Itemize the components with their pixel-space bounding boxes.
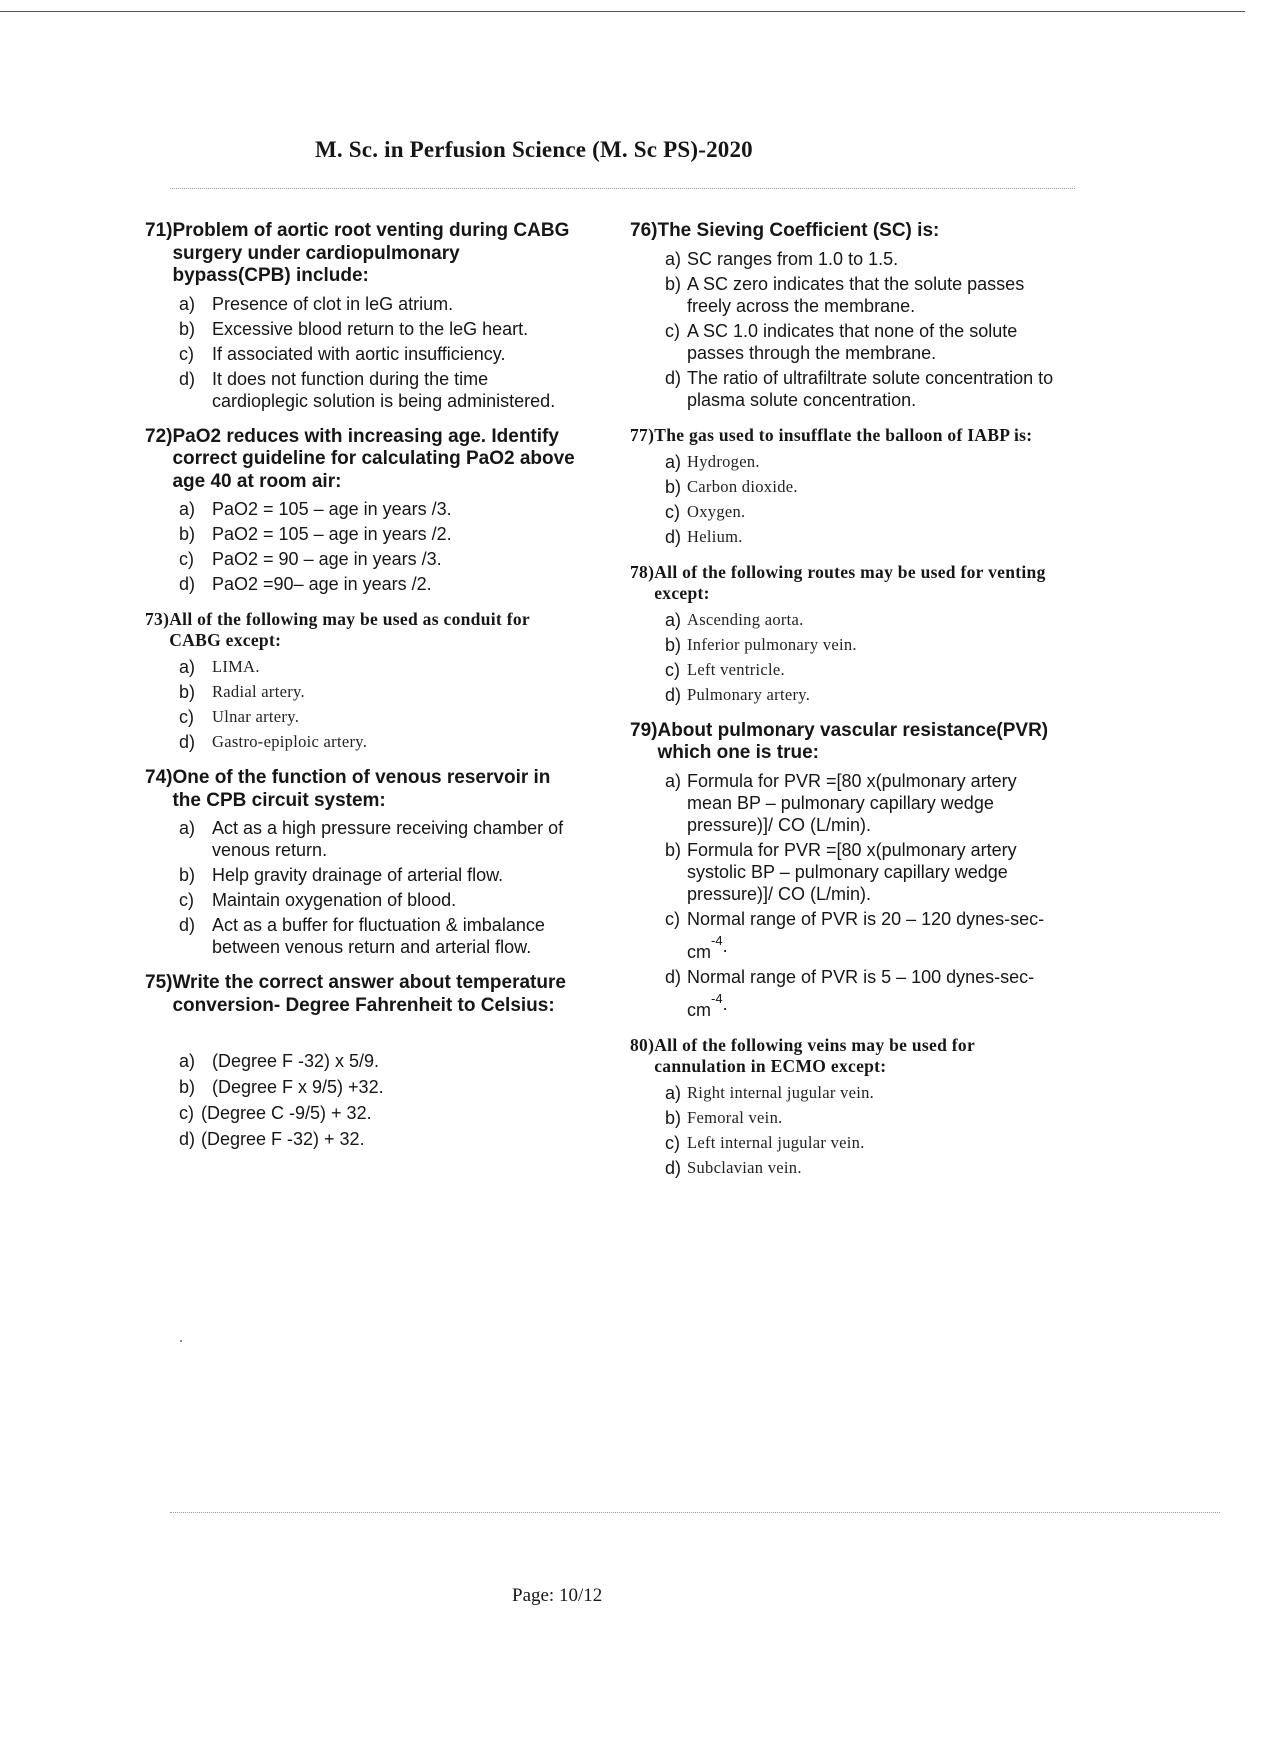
question-text: All of the following veins may be used for cannulation in ECMO except: [654,1034,975,1076]
option-a: a) PaO2 = 105 – age in years /3. [179,499,452,519]
question-text: The gas used to insufflate the balloon of IABP is: [654,424,1033,445]
option-a: a) SC ranges from 1.0 to 1.5. [665,248,899,269]
option-c: c) Oxygen. [665,501,746,522]
option-b: b) Help gravity drainage of arterial flow. [179,865,504,885]
option-b: b) PaO2 = 105 – age in years /2. [179,524,452,544]
question-77 [630,425,1060,548]
question-76 [630,220,1060,411]
option-b: b) Excessive blood return to the leG heart. [179,318,529,339]
option-c: c) Ulnar artery. [179,707,300,727]
option-d: d) (Degree F -32) + 32. [179,1129,365,1149]
question-number: 73) [145,609,170,629]
option-d: d) The ratio of ultrafiltrate solute concentration to plasma solute concentration. [665,367,1054,410]
question-text: All of the following routes may be used for venting except: [654,561,1046,603]
option-a: a) Presence of clot in leG atrium. [179,293,454,314]
option-c: c) Left internal jugular vein. [665,1132,865,1153]
question-79 [630,720,1060,1021]
question-73 [145,609,580,753]
option-a: a) Act as a high pressure receiving chamber of venous return. [179,818,564,860]
question-78 [630,562,1060,706]
option-b: b) A SC zero indicates that the solute passes freely across the membrane. [665,273,1025,316]
question-74 [145,767,580,958]
question-text: About pulmonary vascular resistance(PVR) which one is true: [657,719,1049,763]
question-text: All of the following may be used as conduit for CABG except: [169,609,530,650]
option-a: a) (Degree F -32) x 5/9. [179,1051,380,1071]
option-b: b) (Degree F x 9/5) +32. [179,1077,384,1097]
option-a: a) Right internal jugular vein. [665,1082,875,1103]
question-number: 74) [145,767,173,788]
option-d: d) Helium. [665,526,743,547]
option-d: d) Normal range of PVR is 5 – 100 dynes-sec- $cm^{-4}$. [665,966,1035,1020]
option-d: d) Act as a buffer for fluctuation & imbalance between venous return and arterial flow. [179,915,545,957]
question-number: 76) [630,220,658,241]
question-text: One of the function of venous reservoir in the CPB circuit system: [172,767,551,811]
option-d: d) Pulmonary artery. [665,684,811,705]
option-d: d) Gastro-epiploic artery. [179,732,368,752]
option-a: a) Formula for PVR =[80 x(pulmonary artery mean BP – pulmonary capillary wedge pressure)]/ CO (L/min). [665,770,1017,835]
option-c: c) PaO2 = 90 – age in years /3. [179,549,442,569]
option-c: c) Left ventricle. [665,659,785,680]
question-text: PaO2 reduces with increasing age. Identify correct guideline for calculating PaO2 above age 40 at room air: [172,425,575,492]
question-number: 72) [145,425,173,447]
option-b: b) Radial artery. [179,682,305,702]
option-b: b) Carbon dioxide. [665,476,798,497]
page-number: Page: 10/12 [512,1585,603,1606]
top-rule [0,11,1245,12]
option-a: a) LIMA. [179,657,260,677]
question-number: 71) [145,220,173,241]
question-text: Problem of aortic root venting during CABG surgery under cardiopulmonary bypass(CPB) include: [172,220,570,286]
question-number: 75) [145,972,173,993]
question-text: Write the correct answer about temperature conversion- Degree Fahrenheit to Celsius: [172,972,566,1016]
header-divider [170,188,1075,189]
option-b: b) Formula for PVR =[80 x(pulmonary artery systolic BP – pulmonary capillary wedge pressure)]/ CO (L/min). [665,839,1017,904]
option-a: a) Ascending aorta. [665,609,804,630]
option-c: c) A SC 1.0 indicates that none of the solute passes through the membrane. [665,320,1018,363]
option-b: b) Inferior pulmonary vein. [665,634,857,655]
option-a: a) Hydrogen. [665,451,760,472]
scan-speck [180,1340,182,1342]
option-b: b) Femoral vein. [665,1107,783,1128]
question-71 [145,220,580,412]
question-72 [145,426,580,596]
option-c: c) Normal range of PVR is 20 – 120 dynes-sec- $cm^{-4}$. [665,908,1045,962]
footer-divider [170,1512,1220,1513]
option-d: d) PaO2 =90– age in years /2. [179,574,432,594]
question-number: 78) [630,561,655,582]
question-80 [630,1035,1060,1179]
left-column [145,220,580,1164]
page-title: M. Sc. in Perfusion Science (M. Sc PS)-2020 [315,137,753,162]
option-d: d) It does not function during the time cardioplegic solution is being administered. [179,368,556,411]
question-number: 77) [630,424,655,445]
option-c: c) Maintain oxygenation of blood. [179,890,457,910]
option-d: d) Subclavian vein. [665,1157,802,1178]
option-c: c) (Degree C -9/5) + 32. [179,1103,372,1123]
question-number: 80) [630,1034,655,1055]
option-c: c) If associated with aortic insufficiency. [179,343,506,364]
question-75 [145,972,580,1150]
question-text: The Sieving Coefficient (SC) is: [657,220,940,241]
question-number: 79) [630,719,658,741]
right-column [630,220,1060,1193]
